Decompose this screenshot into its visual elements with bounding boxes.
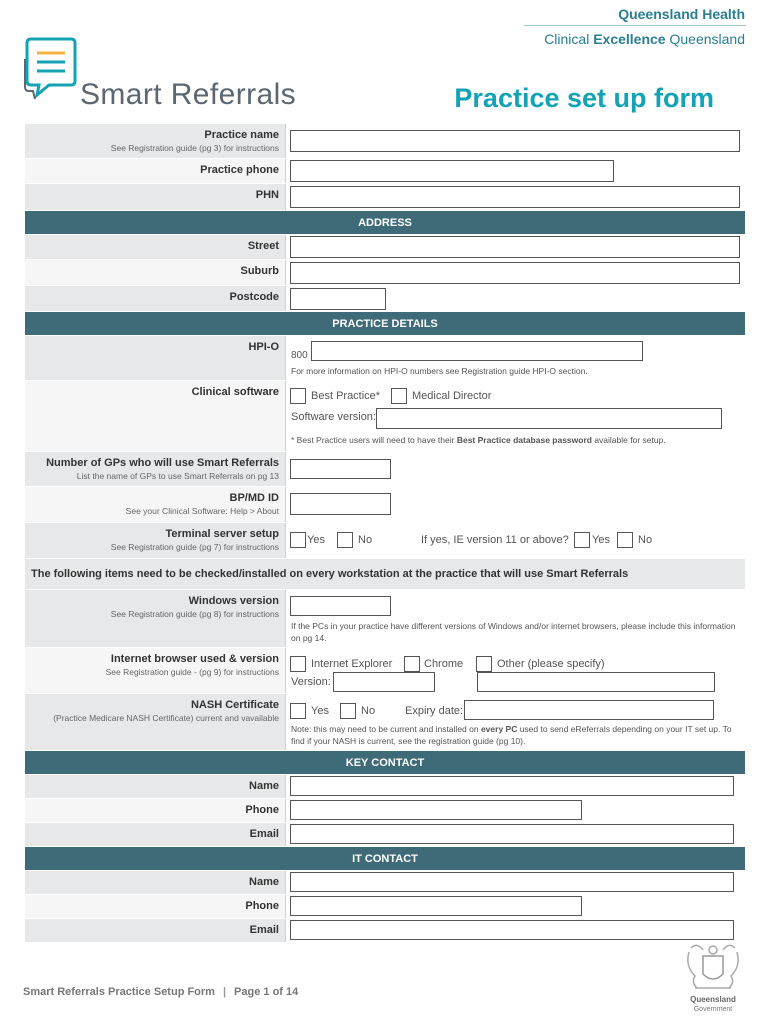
browser-version-input[interactable]: [333, 672, 435, 692]
chrome-checkbox[interactable]: [404, 656, 420, 672]
street-label: Street: [247, 240, 279, 252]
street-row: [25, 235, 745, 260]
gps-label: Number of GPs who will use Smart Referrals: [46, 457, 279, 469]
clinical-software-label: Clinical software: [191, 386, 279, 398]
division-name: Clinical Excellence Queensland: [544, 31, 745, 47]
bpmd-id-input[interactable]: [290, 493, 391, 515]
clinical-software-row: [25, 381, 745, 452]
terminal-server-row: [25, 523, 745, 559]
key-contact-name-input[interactable]: [290, 776, 734, 796]
hpio-label: HPI-O: [248, 341, 279, 353]
other-browser-option-label: Other (please specify): [497, 658, 605, 670]
it-contact-phone-label: Phone: [245, 900, 279, 912]
it-contact-email-input[interactable]: [290, 920, 734, 940]
queensland-government-crest-icon: [683, 942, 743, 1014]
street-input[interactable]: [290, 236, 740, 258]
windows-version-note: If the PCs in your practice have different versions of Windows and/or internet browsers, please include this information on pg 14.: [291, 621, 736, 643]
nash-no-checkbox[interactable]: [340, 703, 356, 719]
practice-phone-input[interactable]: [290, 160, 614, 182]
best-practice-checkbox[interactable]: [290, 388, 306, 404]
it-contact-name-input[interactable]: [290, 872, 734, 892]
practice-phone-label: Practice phone: [200, 164, 279, 176]
nash-no-label: No: [361, 705, 376, 717]
nash-row: [25, 694, 745, 751]
hpio-row: [25, 336, 745, 381]
footer: Smart Referrals Practice Setup Form | Page 1 of 14: [23, 986, 299, 998]
gps-count-input[interactable]: [290, 459, 391, 479]
bpmd-id-row: [25, 487, 745, 523]
windows-version-label: Windows version: [188, 595, 279, 607]
windows-version-hint: See Registration guide (pg 8) for instructions: [110, 609, 279, 619]
it-contact-section-header: IT CONTACT: [25, 847, 745, 871]
postcode-input[interactable]: [290, 288, 386, 310]
terminal-server-no-checkbox[interactable]: [337, 532, 353, 548]
it-contact-phone-input[interactable]: [290, 896, 582, 916]
medical-director-checkbox[interactable]: [391, 388, 407, 404]
suburb-label: Suburb: [240, 265, 279, 277]
practice-name-input[interactable]: [290, 130, 740, 152]
practice-name-row: [25, 124, 745, 159]
page-title: Practice set up form: [454, 83, 714, 113]
software-version-label: Software version:: [291, 411, 376, 423]
ie-version-question: If yes, IE version 11 or above?: [421, 534, 569, 546]
crest-line1: Queensland: [690, 995, 736, 1004]
workstation-notice: The following items need to be checked/installed on every workstation at the practice that will use Smart Referrals: [25, 559, 745, 590]
it-contact-name-label: Name: [249, 876, 279, 888]
chrome-option-label: Chrome: [424, 658, 464, 670]
key-contact-email-label: Email: [249, 828, 279, 840]
it-contact-email-label: Email: [249, 924, 279, 936]
windows-version-row: [25, 590, 745, 648]
terminal-server-no-label: No: [358, 534, 373, 546]
smart-referrals-logo-icon: [23, 37, 79, 103]
practice-name-hint: See Registration guide (pg 3) for instructions: [110, 143, 279, 153]
key-contact-email-row: [25, 823, 745, 847]
postcode-label: Postcode: [229, 291, 279, 303]
hpio-prefix: 800: [291, 350, 308, 361]
other-browser-checkbox[interactable]: [476, 656, 492, 672]
crest-line2: Government: [693, 1006, 733, 1013]
expiry-date-input[interactable]: [464, 700, 714, 720]
phn-input[interactable]: [290, 186, 740, 208]
nash-label: NASH Certificate: [190, 699, 279, 711]
practice-name-label: Practice name: [204, 129, 279, 141]
phn-label: PHN: [255, 189, 279, 201]
key-contact-phone-row: [25, 799, 745, 823]
org-name: Queensland Health: [618, 6, 745, 22]
it-contact-name-row: [25, 871, 745, 895]
windows-version-input[interactable]: [290, 596, 391, 616]
gps-hint: List the name of GPs to use Smart Referrals on pg 13: [76, 471, 279, 481]
key-contact-name-label: Name: [249, 780, 279, 792]
terminal-server-yes-label: Yes: [307, 534, 325, 546]
internet-explorer-checkbox[interactable]: [290, 656, 306, 672]
terminal-server-label: Terminal server setup: [165, 528, 279, 540]
ie-version-no-checkbox[interactable]: [617, 532, 633, 548]
practice-phone-row: [25, 159, 745, 184]
terminal-server-yes-checkbox[interactable]: [290, 532, 306, 548]
postcode-row: [25, 286, 745, 312]
best-practice-option-label: Best Practice*: [311, 390, 381, 402]
practice-form: [25, 124, 745, 943]
bpmd-id-hint: See your Clinical Software: Help > About: [125, 506, 279, 516]
key-contact-phone-label: Phone: [245, 804, 279, 816]
suburb-input[interactable]: [290, 262, 740, 284]
ie-version-yes-checkbox[interactable]: [574, 532, 590, 548]
practice-details-section-header: PRACTICE DETAILS: [25, 312, 745, 336]
phn-row: [25, 184, 745, 211]
key-contact-phone-input[interactable]: [290, 800, 582, 820]
browser-row: [25, 648, 745, 694]
nash-hint: (Practice Medicare NASH Certificate) current and vavailable: [53, 713, 279, 723]
ie-version-yes-label: Yes: [592, 534, 610, 546]
key-contact-email-input[interactable]: [290, 824, 734, 844]
nash-note: Note: this may need to be current and installed on every PC used to send eReferrals depending on your IT set up. To find if your NASH is current, see the registration guide (pg 10).: [291, 724, 732, 746]
terminal-server-hint: See Registration guide (pg 7) for instructions: [110, 542, 279, 552]
other-browser-input[interactable]: [477, 672, 715, 692]
address-section-header: ADDRESS: [25, 211, 745, 235]
suburb-row: [25, 260, 745, 286]
header-rule: [524, 25, 746, 26]
it-contact-phone-row: [25, 895, 745, 919]
browser-label: Internet browser used & version: [110, 653, 279, 665]
it-contact-email-row: [25, 919, 745, 943]
medical-director-option-label: Medical Director: [412, 390, 492, 402]
hpio-input[interactable]: [311, 341, 643, 361]
expiry-date-label: Expiry date:: [405, 705, 464, 717]
browser-version-label: Version:: [291, 676, 331, 688]
internet-explorer-option-label: Internet Explorer: [311, 658, 393, 670]
key-contact-section-header: KEY CONTACT: [25, 751, 745, 775]
software-version-input[interactable]: [376, 408, 722, 429]
ie-version-no-label: No: [638, 534, 653, 546]
gps-row: [25, 452, 745, 487]
brand-name: Smart Referrals: [80, 78, 297, 111]
best-practice-password-note: * Best Practice users will need to have their Best Practice database password available for setup.: [291, 435, 666, 445]
nash-yes-label: Yes: [311, 705, 329, 717]
browser-hint: See Registration guide - (pg 9) for instructions: [105, 667, 279, 677]
key-contact-name-row: [25, 775, 745, 799]
hpio-note: For more information on HPI-O numbers see Registration guide HPI-O section.: [291, 366, 588, 376]
bpmd-id-label: BP/MD ID: [229, 492, 279, 504]
nash-yes-checkbox[interactable]: [290, 703, 306, 719]
